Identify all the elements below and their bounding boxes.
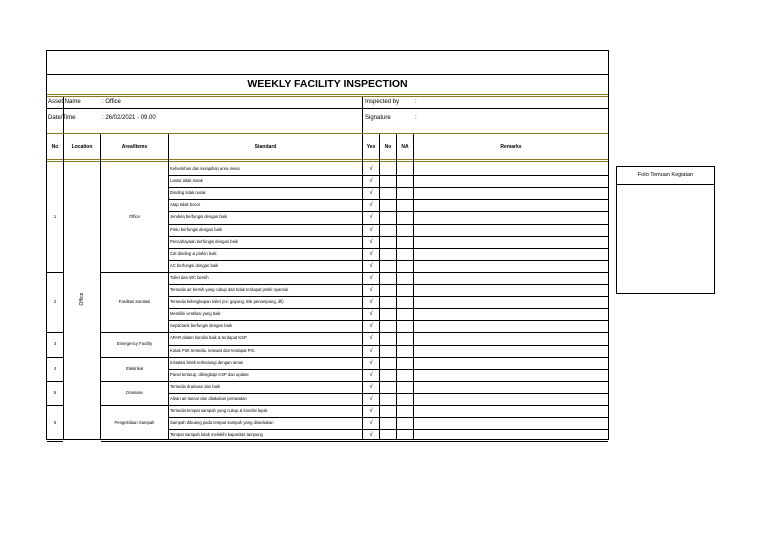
datetime-value[interactable]: : 26/02/2021 - 09.00 <box>102 115 156 121</box>
yes-check-cell[interactable]: √ <box>369 347 373 354</box>
group-number: 3 <box>53 341 57 347</box>
inspected-by-label: Inspected by <box>365 99 400 105</box>
signature-value[interactable]: : <box>415 115 417 121</box>
group-area: Elektrikal <box>126 365 143 371</box>
yes-check-cell[interactable]: √ <box>369 359 373 366</box>
asset-name-label: Asset Name <box>48 99 81 105</box>
group-number: 2 <box>53 299 57 305</box>
standard-cell: Tersedia drainase dan baik <box>170 383 221 389</box>
group-area: Emergency Facility <box>116 341 153 347</box>
standard-cell: Tersedia kelengkapan toilet (ex: gayung, tisk penampung, dll) <box>170 299 284 305</box>
header-no-col: No <box>384 144 392 150</box>
standard-cell: APAR dalam kondisi baik & terdapat KSP <box>170 335 247 341</box>
info-vline-2 <box>362 97 363 133</box>
inspected-by-value[interactable]: : <box>415 99 417 105</box>
standard-cell: Atap tidak bocor <box>170 202 201 208</box>
header-na: NA <box>401 144 409 150</box>
yes-check-cell[interactable]: √ <box>369 238 373 245</box>
standard-cell: Panel tertutup, dilengkapi KSP dan update <box>170 371 249 377</box>
col-line-yes <box>379 134 380 440</box>
yes-check-cell[interactable]: √ <box>369 178 373 185</box>
header-no: No <box>51 144 59 150</box>
header-bottom-line <box>47 159 608 160</box>
datetime-label: Date/Time <box>48 115 76 121</box>
standard-cell: Jendela berfungsi dengan baik <box>170 214 228 220</box>
inspection-sheet <box>46 50 609 440</box>
standard-cell: Dinding tidak rusak <box>170 190 206 196</box>
yes-check-cell[interactable]: √ <box>369 408 373 414</box>
group-area: Office <box>129 214 140 220</box>
standard-cell: Toilet dan WC bersih <box>170 274 209 280</box>
group-area: Pengelolaan Sampah <box>114 420 155 426</box>
standard-cell: AC berfungsi dengan baik <box>170 262 219 268</box>
photo-finding-box[interactable] <box>616 166 715 294</box>
yes-check-cell[interactable]: √ <box>369 383 373 390</box>
header-location: Location <box>71 144 93 150</box>
yes-check-cell[interactable]: √ <box>369 287 373 293</box>
yes-check-cell[interactable]: √ <box>369 371 373 378</box>
title-underline <box>47 94 608 95</box>
info-vline-1 <box>63 97 64 133</box>
yes-check-cell[interactable]: √ <box>369 214 373 221</box>
col-line-no <box>63 134 64 440</box>
group-divider-area <box>101 441 169 442</box>
yes-check-cell[interactable]: √ <box>369 226 373 233</box>
header-yes: Yes <box>366 144 376 150</box>
yes-check-cell[interactable]: √ <box>369 395 373 402</box>
group-number: 6 <box>53 420 57 426</box>
group-number: 4 <box>53 365 57 371</box>
standard-cell: Tersedia air bersih yang cukup dan tidak terdapat jentik nyamuk <box>170 287 289 292</box>
yes-check-cell[interactable]: √ <box>369 323 373 330</box>
col-line-no2 <box>396 134 397 440</box>
standard-cell: Kebersihan dan kerapihan area meso <box>170 166 240 171</box>
standard-cell: Memiliki ventilasi yang baik <box>170 311 221 317</box>
header-standard: Standard <box>254 144 277 150</box>
standard-cell: Tersedia tempat sampah yang cukup & kondisi layak <box>170 408 268 413</box>
title-underline-2 <box>47 96 608 97</box>
yes-check-cell[interactable]: √ <box>369 420 373 427</box>
group-area: Drainase <box>126 389 143 395</box>
yes-check-cell[interactable]: √ <box>369 202 373 209</box>
top-blank-row <box>47 51 608 75</box>
row-divider <box>169 441 608 442</box>
yes-check-cell[interactable]: √ <box>369 166 373 172</box>
photo-finding-label: Foto Temuan Kegiatan <box>617 167 714 185</box>
col-line-area <box>168 134 169 440</box>
group-number: 5 <box>53 389 57 395</box>
standard-cell: Aliran air lancar dan dilakukan perawatan <box>170 395 247 401</box>
standard-cell: Sampah dibuang pada tempat sampah yang disediakan <box>170 420 274 426</box>
header-area: Area/Items <box>121 144 148 150</box>
yes-check-cell[interactable]: √ <box>369 311 373 318</box>
standard-cell: Kotak P3K tersedia, terawat dan terdapat PIC <box>170 347 255 353</box>
yes-check-cell[interactable]: √ <box>369 299 373 306</box>
group-area: Fasilitas Sanitasi <box>118 299 151 305</box>
standard-cell: Cat dinding & plafon baik <box>170 250 217 256</box>
asset-name-value[interactable]: : Office <box>102 99 121 105</box>
header-remarks: Remarks <box>500 144 522 150</box>
standard-cell: Tempat sampah tidak melebihi kapasitas tampung <box>170 432 263 438</box>
yes-check-cell[interactable]: √ <box>369 250 373 257</box>
header-top-line <box>47 133 608 134</box>
standard-cell: Lantai tidak rusak <box>170 178 203 184</box>
group-number: 1 <box>53 214 57 220</box>
yes-check-cell[interactable]: √ <box>369 274 373 281</box>
yes-check-cell[interactable]: √ <box>369 262 373 269</box>
info-divider <box>47 108 608 109</box>
signature-label: Signature <box>365 115 391 121</box>
group-divider-no <box>47 441 63 442</box>
header-bottom-line-2 <box>47 161 608 162</box>
col-line-na <box>413 134 414 440</box>
yes-check-cell[interactable]: √ <box>369 190 373 197</box>
page-title: WEEKLY FACILITY INSPECTION <box>247 78 408 90</box>
standard-cell: Pencahayaan berfungsi dengan baik <box>170 238 238 244</box>
standard-cell: Septictank berfungsi dengan baik <box>170 323 232 329</box>
location-label: Office <box>79 292 85 306</box>
yes-check-cell[interactable]: √ <box>369 335 373 342</box>
yes-check-cell[interactable]: √ <box>369 432 373 439</box>
standard-cell: Instalasi listrik terlindungi dengan aman <box>170 359 244 365</box>
standard-cell: Pintu berfungsi dengan baik <box>170 226 222 232</box>
